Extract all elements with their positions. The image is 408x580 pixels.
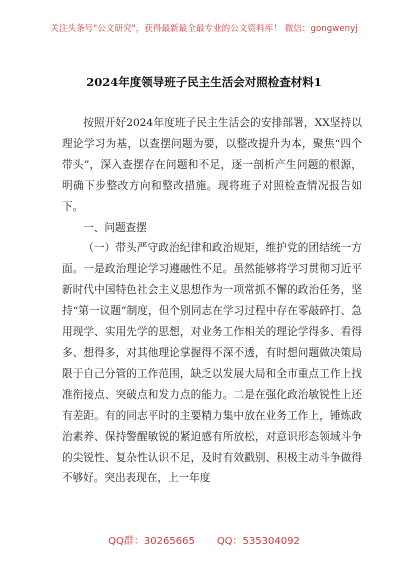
document-title: 2024年度领导班子民主生活会对照检查材料1 [86, 75, 322, 89]
qq-number: QQ：535304092 [216, 536, 300, 547]
section-paragraph: （一）带头严守政治纪律和政治规矩，维护党的团结统一方面。一是政治理论学习遵融性不足。虽然能够将学习贯彻习近平新时代中国特色社会主义思想作为一项常抓不懈的政治任务，坚持“第一议题”制度，但个别同志在学习过程中存在零敲碎打、急用现学、实用先学的思想，对业务工作相关的理论学得多、看得多、想得多，对其他理论掌握得不深不透，有时想问题做决策局限于自己分管的工作范围，缺乏以发展大局和全市重点工作上找准衔接点、突破点和发力点的能力。二是在强化政治敏锐性上还有差距。有的同志平时的主要精力集中放在业务工作上，锤炼政治素养、保持警醒敏锐的紧迫感有所放松，对意识形态领域斗争的尖锐性、复杂性认识不足，及时有效戳别、积极主动斗争做得不够好。突出表现在，上一年度 [62, 242, 362, 485]
section-heading: 一、问题查摆 [83, 221, 147, 234]
header-banner: 关注头条号"公文研究"，获得最新最全最专业的公文资料库！ 微信：gongwenyj [50, 24, 358, 34]
footer-contact [0, 532, 408, 547]
qq-group: QQ群：30265665 [108, 536, 195, 547]
intro-paragraph: 按照开好2024年度班子民主生活会的安排部署，XX坚持以理论学习为基，以查摆问题为要，以整改提升为本，聚焦“四个带头”，深入查摆存在问题和不足，逐一剖析产生问题的根源，明确下步整改方向和整改措施。现将班子对照检查情况报告如下。 [62, 117, 362, 213]
document-body [62, 113, 362, 489]
